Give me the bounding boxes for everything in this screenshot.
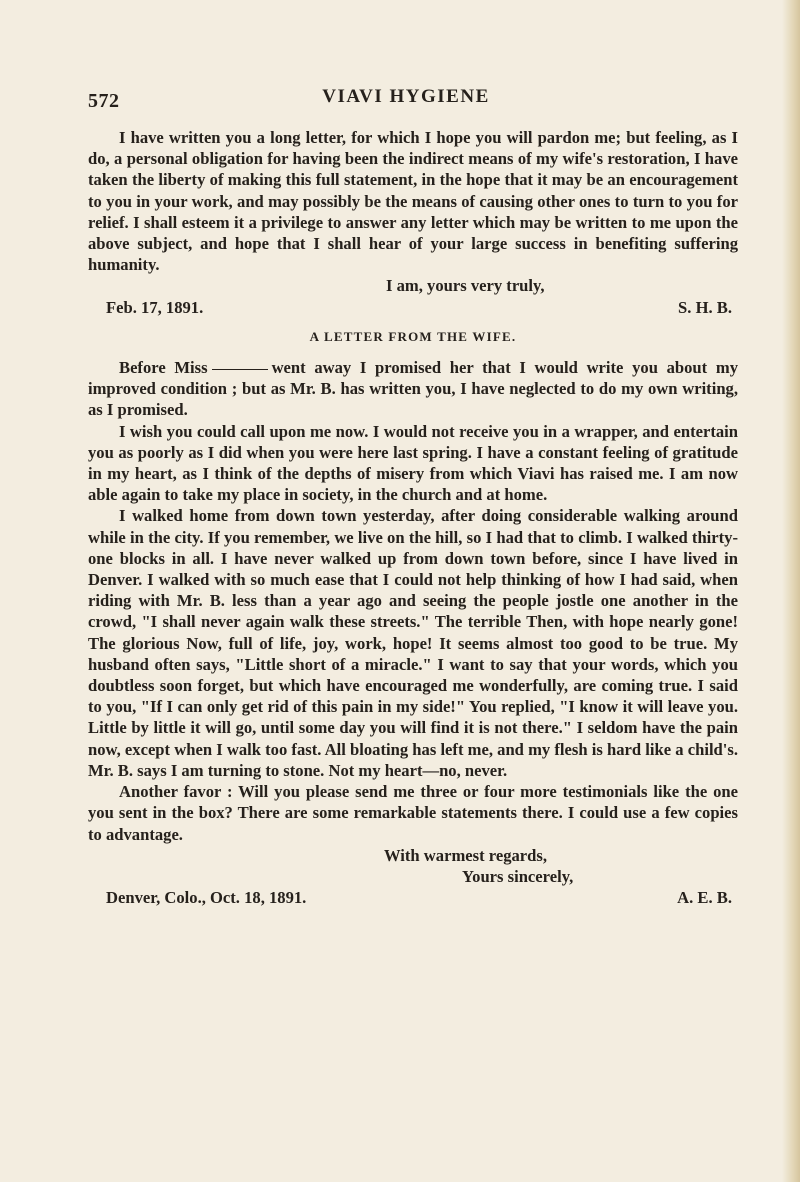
letter1-signature: S. H. B. <box>678 297 732 317</box>
letter2-closing-sincerely: Yours sincerely, <box>462 866 574 886</box>
running-title: VIAVI HYGIENE <box>322 86 490 107</box>
page-header <box>88 86 724 116</box>
letter1-body: I have written you a long letter, for which I hope you will pardon me; but feeling, as I do, a personal obligation for having been the indirect means of my wife's restoration, I have taken the liberty of making this full statement, in the hope that it may be an encouragement to you in your work, and may possibly be the means of causing other ones to turn to you for relief. I shall esteem it a privilege to answer any letter which may be written to me upon the above subject, and hope that I shall hear of your large success in benefiting suffering humanity. <box>88 128 738 275</box>
letter1-date: Feb. 17, 1891. <box>106 297 204 317</box>
page-edge-shadow <box>782 0 800 1182</box>
letter2-place-date: Denver, Colo., Oct. 18, 1891. <box>106 888 307 908</box>
letter2-paragraph-4: Another favor : Will you please send me three or four more testimonials like the one you sent in the box? There are some remarkable statements there. I could use a few copies to advantage. <box>88 782 738 844</box>
letter2-signature: A. E. B. <box>677 888 732 908</box>
letter2-signoff <box>88 887 738 908</box>
letter2-p1-rest: went away I promised her that I would write you about my improved condition ; but as Mr. B. has written you, I have neglected to do my own writing, as I promised. <box>88 358 738 420</box>
letter2-paragraph-1 <box>88 357 738 421</box>
letter2-p1-start: Before Miss <box>119 358 208 378</box>
name-omission-dash <box>212 369 268 370</box>
page-body <box>88 127 738 908</box>
letter1-closing: I am, yours very truly, <box>386 276 545 296</box>
section-heading: A LETTER FROM THE WIFE. <box>309 328 517 344</box>
page-number: 572 <box>88 90 120 112</box>
letter1-signoff <box>88 297 738 318</box>
letter2-closing-regards: With warmest regards, <box>384 845 547 865</box>
letter2-paragraph-2: I wish you could call upon me now. I would not receive you in a wrapper, and entertain you as poorly as I did when you were here last spring. I have a constant feeling of gratitude in my heart, as I think of the depths of misery from which Viavi has raised me. I am now able again to take my place in society, in the church and at home. <box>88 421 738 505</box>
letter2-paragraph-3: I walked home from down town yesterday, after doing considerable walking around while in the city. If you remember, we live on the hill, so I had that to climb. I walked thirty-one blocks in all. I have never walked up from down town before, since I have lived in Denver. I walked with so much ease that I could not help thinking of how I had said, when riding with Mr. B. less than a year ago and seeing the people jostle one another in the crowd, "I shall never again walk these streets." The terrible Then, with hope nearly gone! The glorious Now, full of life, joy, work, hope! It seems almost too good to be true. My husband often says, "Little short of a miracle." I want to say that your words, which you doubtless soon forget, but which have encouraged me wonderfully, are coming true. I said to you, "If I can only get rid of this pain in my side!" You replied, "I know it will leave you. Little by little it will go, until some day you will find it is not there." I seldom have the pain now, except when I walk too fast. All bloating has left me, and my flesh is hard like a child's. Mr. B. says I am turning to stone. Not my heart—no, never. <box>88 506 738 780</box>
